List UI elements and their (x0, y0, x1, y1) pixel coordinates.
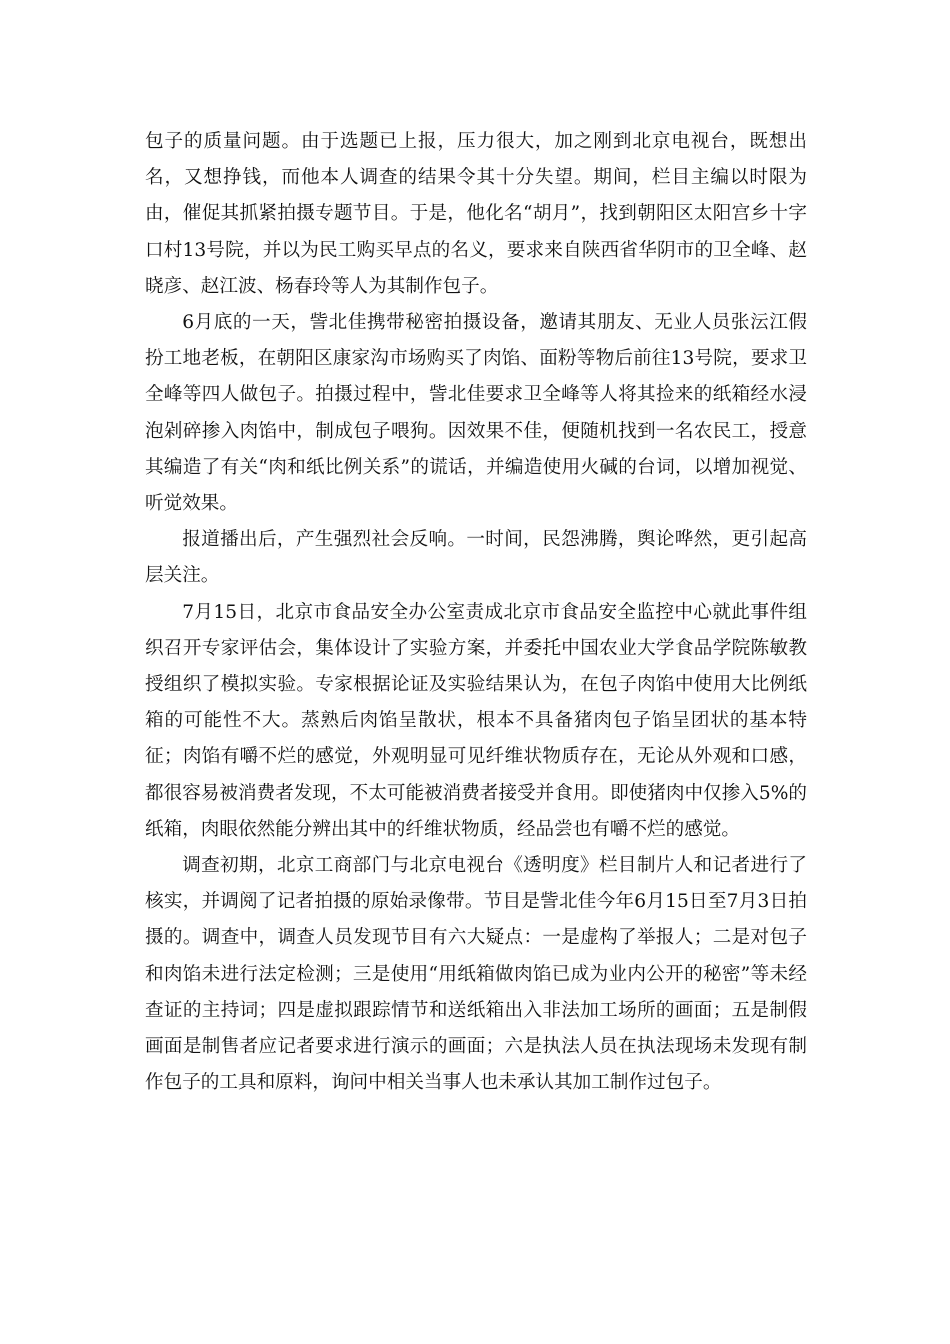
paragraph-2: 6月底的一天，訾北佳携带秘密拍摄设备，邀请其朋友、无业人员张沄江假扮工地老板，在朝阳区康家沟市场购买了肉馅、面粉等物后前往13号院，要求卫全峰等四人做包子。拍摄过程中，訾北佳要求卫全峰等人将其捡来的纸箱经水浸泡剁碎掺入肉馅中，制成包子喂狗。因效果不佳，便随机找到一名农民工，授意其编造了有关“肉和纸比例关系”的谎话，并编造使用火碱的台词，以增加视觉、听觉效果。 (145, 312, 807, 515)
paragraph-1: 包子的质量问题。由于选题已上报，压力很大，加之刚到北京电视台，既想出名，又想挣钱，而他本人调查的结果令其十分失望。期间，栏目主编以时限为由，催促其抓紧拍摄专题节目。于是，他化名“胡月”，找到朝阳区太阳宫乡十字口村13号院，并以为民工购买早点的名义，要求来自陕西省华阴市的卫全峰、赵晓彦、赵江波、杨春玲等人为其制作包子。 (145, 131, 807, 297)
paragraph-4: 7月15日，北京市食品安全办公室责成北京市食品安全监控中心就此事件组织召开专家评估会，集体设计了实验方案，并委托中国农业大学食品学院陈敏教授组织了模拟实验。专家根据论证及实验结果认为，在包子肉馅中使用大比例纸箱的可能性不大。蒸熟后肉馅呈散状，根本不具备猪肉包子馅呈团状的基本特征；肉馅有嚼不烂的感觉，外观明显可见纤维状物质存在，无论从外观和口感，都很容易被消费者发现，不太可能被消费者接受并食用。即使猪肉中仅掺入5%的纸箱，肉眼依然能分辨出其中的纤维状物质，经品尝也有嚼不烂的感觉。 (145, 601, 807, 840)
document-body (145, 124, 807, 1101)
paragraph-3: 报道播出后，产生强烈社会反响。一时间，民怨沸腾，舆论哗然，更引起高层关注。 (145, 529, 807, 587)
paragraph-5: 调查初期，北京工商部门与北京电视台《透明度》栏目制片人和记者进行了核实，并调阅了记者拍摄的原始录像带。节目是訾北佳今年6月15日至7月3日拍摄的。调查中，调查人员发现节目有六大疑点：一是虚构了举报人；二是对包子和肉馅未进行法定检测；三是使用“用纸箱做肉馅已成为业内公开的秘密”等未经查证的主持词；四是虚拟跟踪情节和送纸箱出入非法加工场所的画面；五是制假画面是制售者应记者要求进行演示的画面；六是执法人员在执法现场未发现有制作包子的工具和原料，询问中相关当事人也未承认其加工制作过包子。 (145, 855, 807, 1094)
